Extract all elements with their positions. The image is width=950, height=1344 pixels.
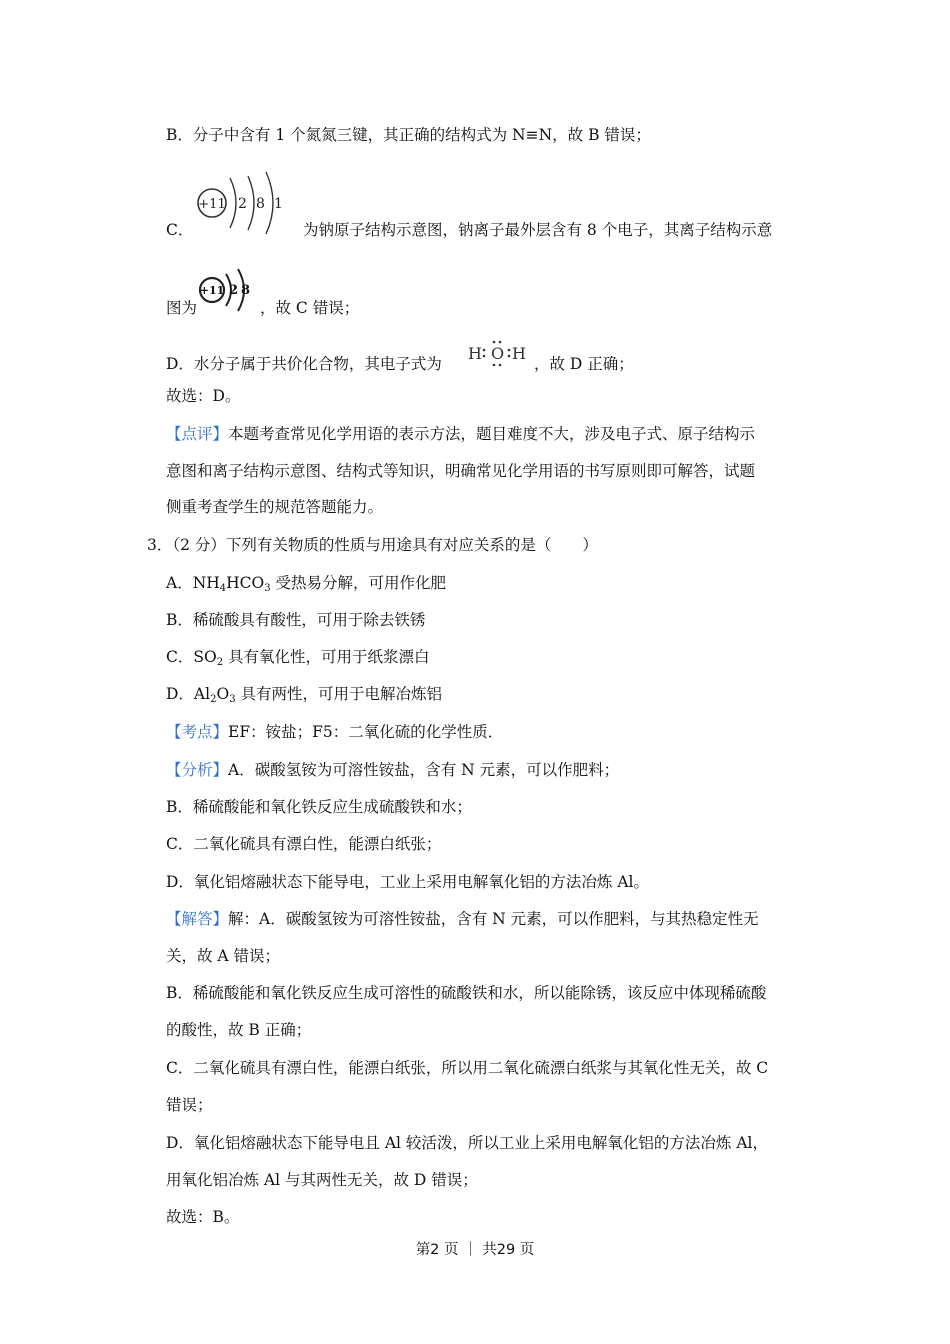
solution-line-c2: 错误； xyxy=(166,1096,213,1114)
shell-count-2: 8 xyxy=(256,196,265,212)
electron-dot xyxy=(499,364,502,367)
ion-nucleus-charge: +11 xyxy=(199,284,225,297)
comment-line-2: 意图和离子结构示意图、结构式等知识，明确常见化学用语的书写原则即可解答，试题 xyxy=(166,462,756,480)
question-3-option-d: D．$Al_2O_3$ 具有两性，可用于电解冶炼铝 xyxy=(166,685,442,705)
water-h-right: H xyxy=(512,344,526,363)
shell-arc-1 xyxy=(230,178,236,228)
nucleus-charge: +11 xyxy=(198,197,226,212)
shell-count-1: 2 xyxy=(238,196,247,212)
option-d-prefix: D．水分子属于共价化合物，其电子式为 xyxy=(166,355,442,373)
ion-diagram-prefix: 图为 xyxy=(166,299,198,317)
solution-line-d2: 用氧化铝冶炼 Al 与其两性无关，故 D 错误； xyxy=(166,1171,478,1189)
analysis-line-c: C．二氧化硫具有漂白性，能漂白纸张； xyxy=(166,835,442,853)
option-d-suffix: ，故 D 正确； xyxy=(534,355,634,373)
knowledge-point-tag: 【考点】 xyxy=(166,723,229,741)
shell-arc-3 xyxy=(266,172,273,234)
analysis-tag: 【分析】 xyxy=(166,761,229,779)
analysis-line-a: 【分析】A．碳酸氢铵为可溶性铵盐，含有 N 元素，可以作肥料； xyxy=(166,761,620,779)
question-3-option-a: A．$NH_4HCO_3$ 受热易分解，可用作化肥 xyxy=(166,574,447,594)
option-b-explanation: B．分子中含有 1 个氮氮三键，其正确的结构式为 N≡N，故 B 错误； xyxy=(166,126,651,144)
solution-line-b2: 的酸性，故 B 正确； xyxy=(166,1021,312,1039)
question-3-title: 3．（2 分）下列有关物质的性质与用途具有对应关系的是（ ） xyxy=(147,536,598,554)
solution-line-d1: D．氧化铝熔融状态下能导电且 Al 较活泼，所以工业上采用电解氧化铝的方法冶炼 Al， xyxy=(166,1134,769,1152)
sodium-atom-structure-diagram xyxy=(196,170,286,236)
water-h-left: H xyxy=(468,344,482,363)
analysis-line-d: D．氧化铝熔融状态下能导电，工业上采用电解氧化铝的方法冶炼 Al。 xyxy=(166,873,650,891)
solution-tag: 【解答】 xyxy=(166,910,229,928)
solution-line-c1: C．二氧化硫具有漂白性，能漂白纸张，所以用二氧化硫漂白纸浆与其氧化性无关，故 C xyxy=(166,1059,769,1077)
water-o-center: O xyxy=(491,344,505,363)
solution-line-b1: B．稀硫酸能和氧化铁反应生成可溶性的硫酸铁和水，所以能除锈，该反应中体现稀硫酸 xyxy=(166,984,767,1002)
question-3-option-b: B．稀硫酸具有酸性，可用于除去铁锈 xyxy=(166,611,426,629)
electron-dot xyxy=(493,364,496,367)
analysis-line-b: B．稀硫酸能和氧化铁反应生成硫酸铁和水； xyxy=(166,798,472,816)
solution-line-a2: 关，故 A 错误； xyxy=(166,947,281,965)
knowledge-point-line: 【考点】EF：铵盐；F5：二氧化硫的化学性质． xyxy=(166,723,504,741)
electron-dot xyxy=(508,355,511,358)
comment-line-1: 【点评】本题考查常见化学用语的表示方法，题目难度不大，涉及电子式、原子结构示 xyxy=(166,425,756,443)
ion-diagram-suffix: ，故 C 错误； xyxy=(260,299,360,317)
option-c-label: C． xyxy=(166,221,194,239)
comment-tag: 【点评】 xyxy=(166,425,229,443)
answer-choice-d: 故选：D。 xyxy=(166,387,241,405)
answer-choice-b: 故选：B。 xyxy=(166,1208,240,1226)
shell-count-3: 1 xyxy=(274,196,283,212)
sodium-ion-structure-diagram xyxy=(198,266,258,316)
electron-dot xyxy=(508,349,511,352)
water-electron-formula xyxy=(466,338,528,370)
solution-line-a1: 【解答】解：A．碳酸氢铵为可溶性铵盐，含有 N 元素，可以作肥料，与其热稳定性无 xyxy=(166,910,759,928)
electron-dot xyxy=(483,355,486,358)
page-footer: 第2 页 ｜ 共29 页 xyxy=(415,1242,535,1258)
ion-shell-count-2: 8 xyxy=(241,283,251,298)
ion-shell-count-1: 2 xyxy=(229,283,239,298)
shell-arc-2 xyxy=(248,176,254,230)
electron-dot xyxy=(499,341,502,344)
option-c-text: 为钠原子结构示意图，钠离子最外层含有 8 个电子，其离子结构示意 xyxy=(303,221,773,239)
comment-line-3: 侧重考查学生的规范答题能力。 xyxy=(166,498,384,516)
question-3-option-c: C．$SO_2$ 具有氧化性，可用于纸浆漂白 xyxy=(166,648,430,668)
electron-dot xyxy=(493,341,496,344)
electron-dot xyxy=(483,349,486,352)
